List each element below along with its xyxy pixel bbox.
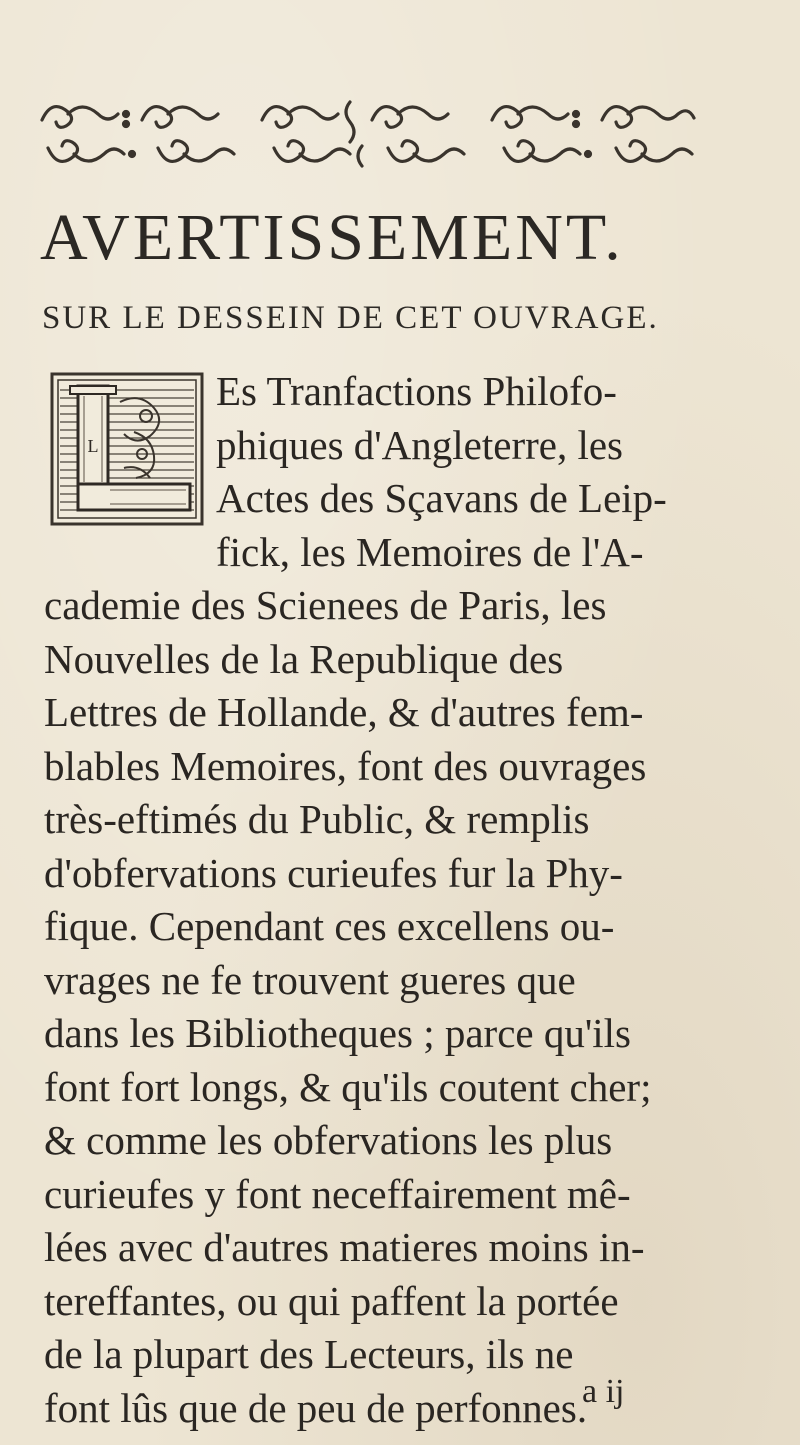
text-line: fique. Cependant ces excellens ou- (44, 903, 615, 949)
signature-mark: a ij (582, 1373, 625, 1410)
text-line: Nouvelles de la Republique des (44, 635, 564, 682)
text-line: très-eftimés du Public, & remplis (44, 796, 590, 842)
text-line: d'obfervations curieufes fur la Phy- (44, 849, 623, 896)
text-line: tereffantes, ou qui paffent la portée (44, 1277, 619, 1324)
page-subtitle: SUR LE DESSEIN DE CET OUVRAGE. (42, 300, 659, 336)
text-line: vrages ne fe trouvent gueres que (44, 956, 576, 1003)
svg-text:L: L (87, 436, 99, 456)
text-line: curieufes y font neceffairement mê- (44, 1170, 631, 1217)
text-line: & comme les obfervations les plus (44, 1117, 613, 1163)
text-line: fick, les Memoires de l'A- (216, 528, 644, 575)
text-line: phiques d'Angleterre, les (216, 421, 624, 468)
text-line: lées avec d'autres matieres moins in- (44, 1224, 645, 1270)
page-title: AVERTISSEMENT. (40, 201, 624, 274)
text-line: de la plupart des Lecteurs, ils ne (44, 1331, 574, 1377)
text-line: font fort longs, & qu'ils coutent cher; (44, 1063, 652, 1110)
text-line: font lûs que de peu de perfonnes. (44, 1384, 588, 1431)
ornamental-header-band (34, 90, 724, 186)
text-line: Lettres de Hollande, & d'autres fem- (44, 689, 644, 735)
text-line: dans les Bibliotheques ; parce qu'ils (44, 1010, 631, 1056)
text-line: Actes des Sçavans de Leip- (216, 475, 667, 521)
text-line: cademie des Scienees de Paris, les (44, 582, 607, 628)
text-line: Es Tranfactions Philofo- (216, 368, 617, 414)
text-line: blables Memoires, font des ouvrages (44, 742, 647, 789)
body-paragraph (44, 365, 744, 1435)
